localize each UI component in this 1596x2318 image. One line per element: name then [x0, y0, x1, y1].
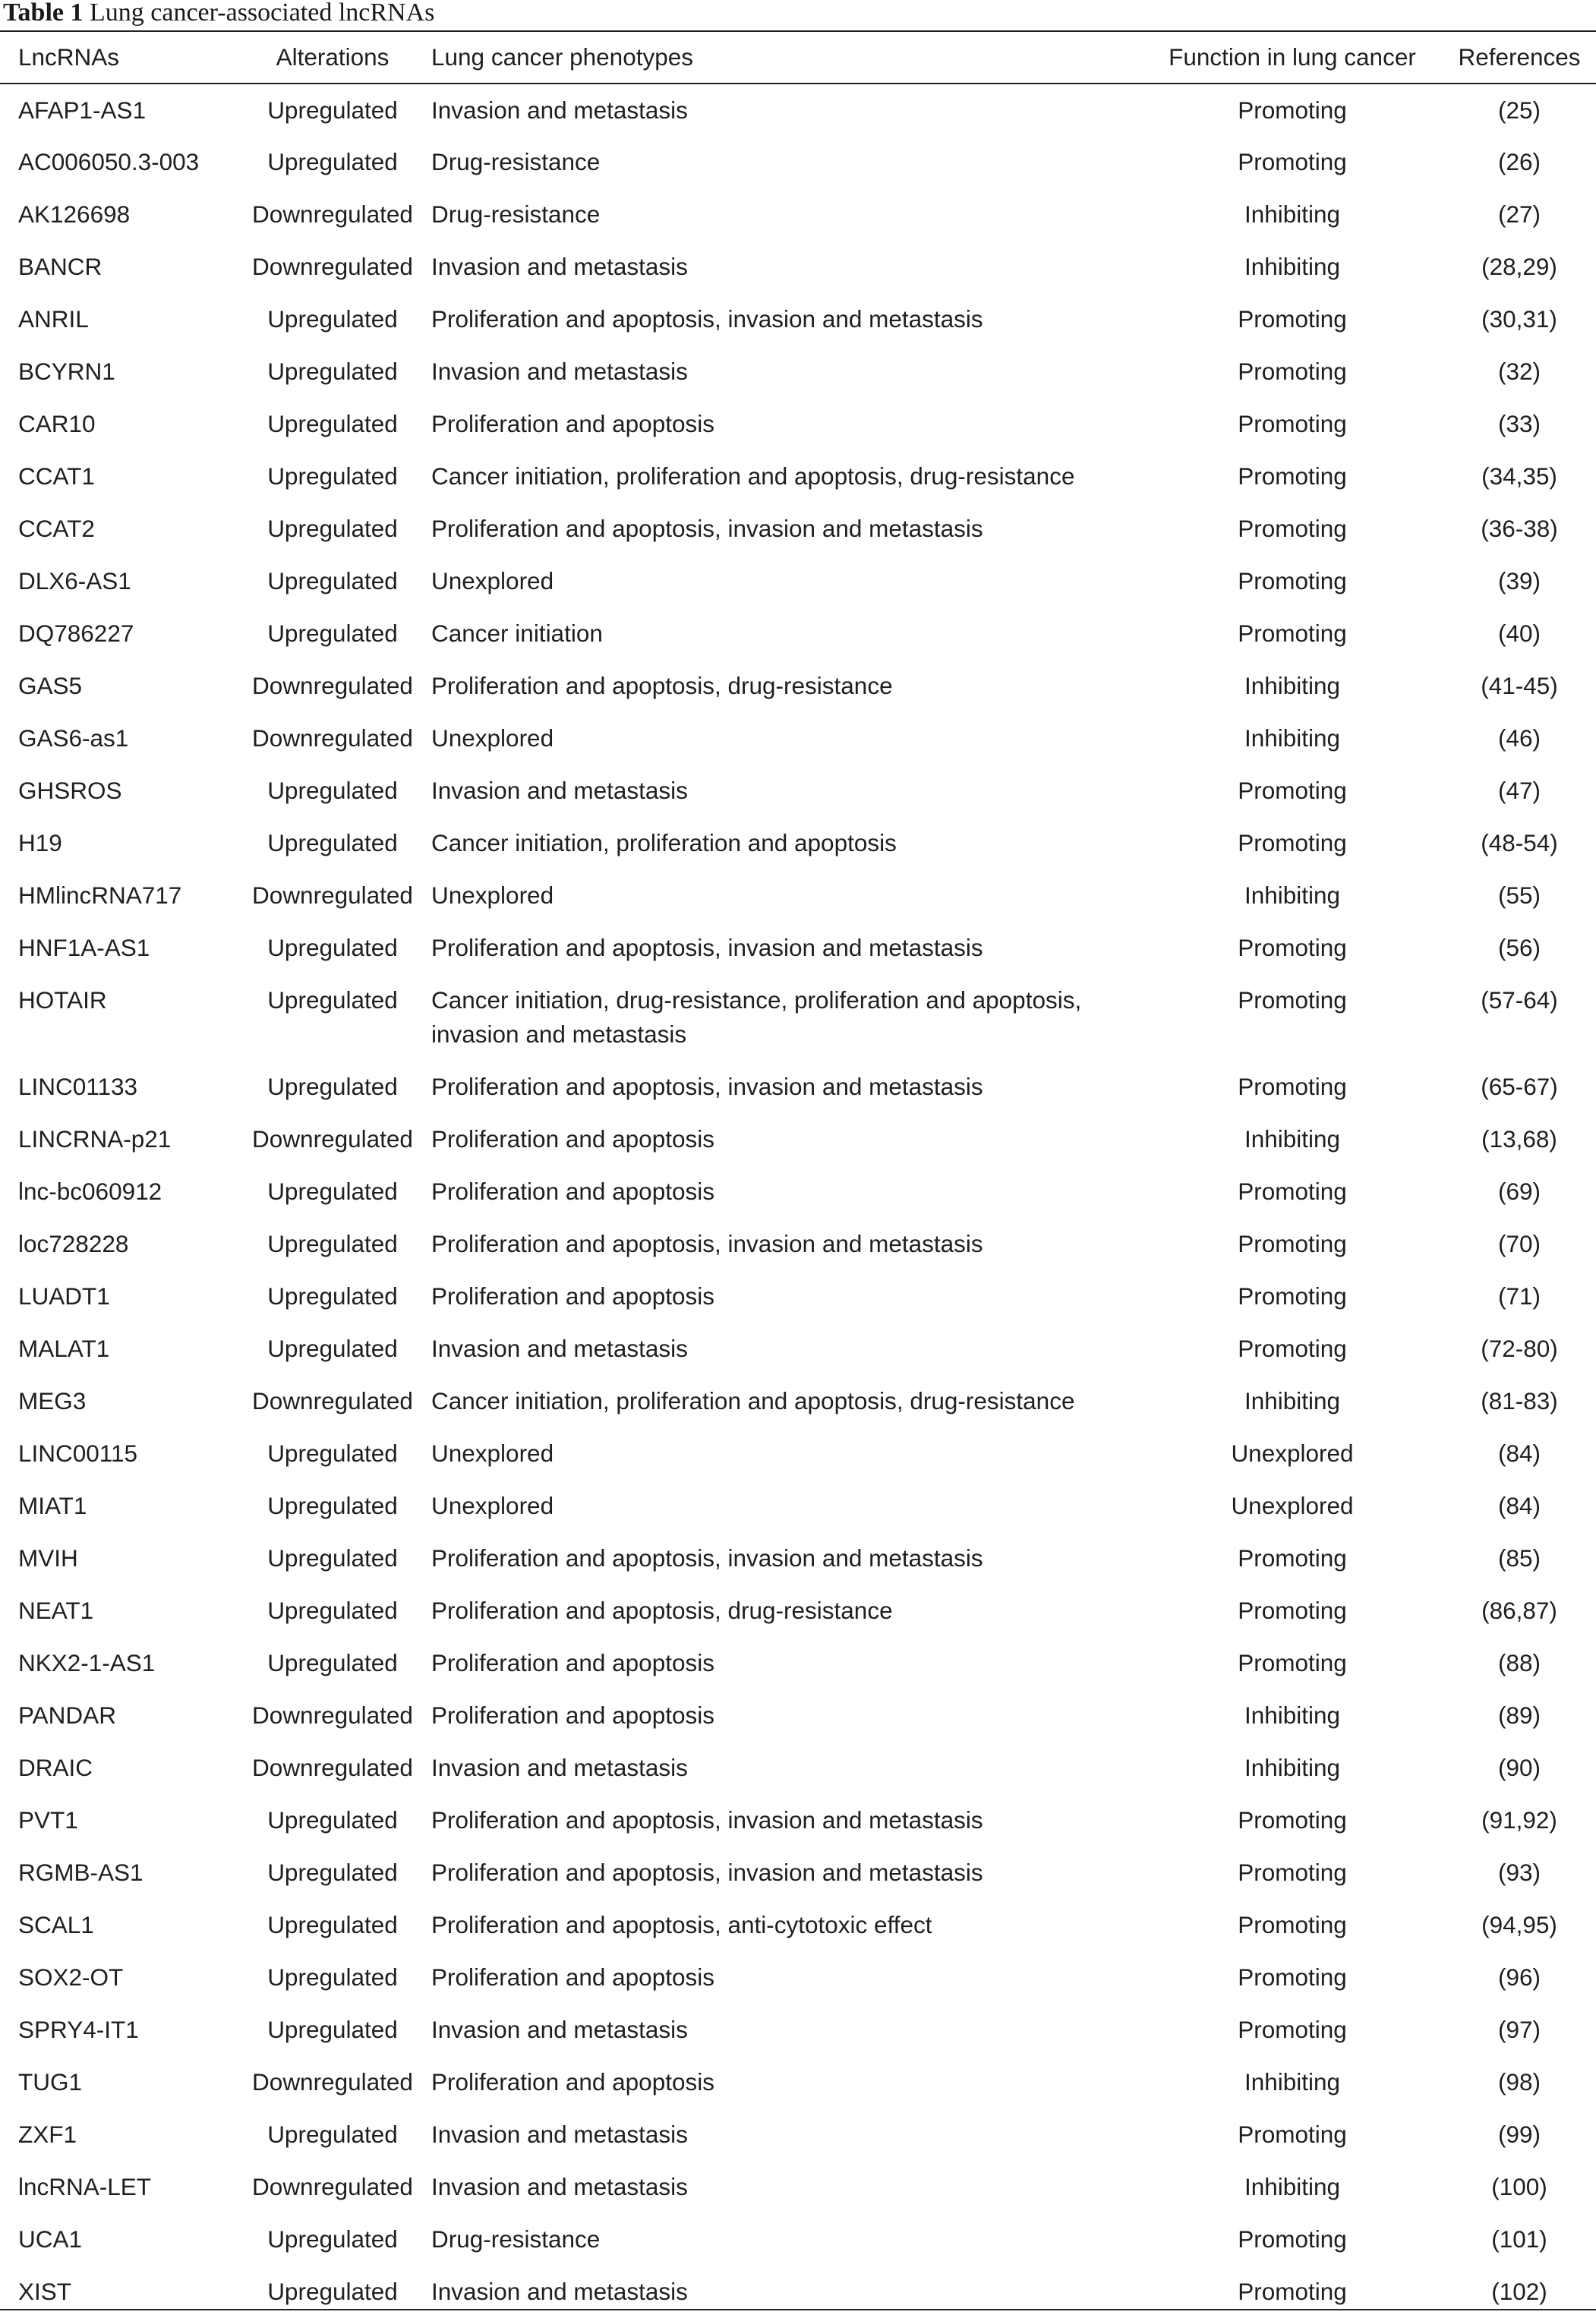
table-row — [0, 765, 1596, 817]
cell-alteration: Upregulated — [267, 1230, 398, 1257]
cell-function: Promoting — [1238, 1963, 1347, 1991]
cell-alteration: Upregulated — [267, 1440, 398, 1467]
cell-phenotype: Proliferation and apoptosis, invasion and metastasis — [431, 1806, 983, 1834]
cell-reference: (48-54) — [1481, 829, 1558, 856]
header-phenotypes: Lung cancer phenotypes — [431, 43, 694, 71]
cell-reference: (57-64) — [1481, 986, 1558, 1014]
cell-alteration: Upregulated — [267, 1282, 398, 1310]
cell-function: Promoting — [1238, 567, 1347, 594]
cell-lncrna: UCA1 — [18, 2225, 83, 2253]
cell-phenotype: Unexplored — [431, 567, 554, 594]
table-row — [0, 2004, 1596, 2056]
cell-reference: (25) — [1497, 96, 1541, 124]
cell-reference: (102) — [1491, 2278, 1547, 2305]
cell-phenotype: Invasion and metastasis — [431, 2016, 688, 2043]
table-row — [0, 1165, 1596, 1218]
cell-reference: (90) — [1497, 1754, 1541, 1781]
cell-lncrna: MEG3 — [18, 1387, 87, 1414]
table-row — [0, 1847, 1596, 1899]
cell-alteration: Upregulated — [267, 986, 398, 1014]
cell-lncrna: MIAT1 — [18, 1492, 87, 1519]
cell-function: Promoting — [1238, 1230, 1347, 1257]
cell-reference: (39) — [1497, 567, 1541, 594]
cell-lncrna: HOTAIR — [18, 986, 107, 1014]
cell-phenotype: Cancer initiation, proliferation and apoptosis, drug-resistance — [431, 462, 1075, 490]
table-row — [0, 136, 1596, 188]
cell-function: Inhibiting — [1244, 2068, 1341, 2096]
cell-reference: (97) — [1497, 2016, 1541, 2043]
cell-lncrna: LINC00115 — [18, 1440, 138, 1467]
cell-alteration: Upregulated — [267, 777, 398, 804]
cell-phenotype: Cancer initiation, proliferation and apoptosis — [431, 829, 897, 856]
cell-reference: (30,31) — [1481, 305, 1557, 333]
cell-alteration: Upregulated — [267, 1178, 398, 1205]
cell-phenotype: Proliferation and apoptosis, invasion and metastasis — [431, 1230, 983, 1257]
table-row — [0, 974, 1596, 1061]
cell-phenotype: Proliferation and apoptosis — [431, 1125, 714, 1153]
cell-phenotype: Proliferation and apoptosis, anti-cytotoxic effect — [431, 1911, 932, 1938]
cell-phenotype: Invasion and metastasis — [431, 1335, 688, 1362]
cell-function: Promoting — [1238, 934, 1347, 961]
cell-function: Promoting — [1238, 2016, 1347, 2043]
cell-alteration: Upregulated — [267, 1597, 398, 1624]
cell-reference: (26) — [1497, 148, 1541, 175]
cell-function: Inhibiting — [1244, 1701, 1341, 1729]
cell-lncrna: TUG1 — [18, 2068, 83, 2096]
cell-lncrna: HMlincRNA717 — [18, 881, 182, 909]
table-row — [0, 607, 1596, 660]
table-row — [0, 450, 1596, 503]
cell-lncrna: MALAT1 — [18, 1335, 110, 1362]
cell-phenotype: Unexplored — [431, 881, 554, 909]
cell-function: Promoting — [1238, 148, 1347, 175]
cell-phenotype: Proliferation and apoptosis — [431, 1649, 714, 1676]
cell-reference: (88) — [1497, 1649, 1541, 1676]
cell-lncrna: CCAT2 — [18, 515, 95, 542]
cell-alteration: Downregulated — [252, 1701, 413, 1729]
cell-phenotype: Proliferation and apoptosis, invasion and metastasis — [431, 1544, 983, 1572]
cell-lncrna: LINCRNA-p21 — [18, 1125, 172, 1153]
table-header-row — [0, 32, 1596, 83]
cell-reference: (81-83) — [1481, 1387, 1558, 1414]
cell-lncrna: GHSROS — [18, 777, 122, 804]
cell-alteration: Upregulated — [267, 1492, 398, 1519]
cell-function: Promoting — [1238, 515, 1347, 542]
cell-function: Inhibiting — [1244, 253, 1341, 280]
cell-alteration: Upregulated — [267, 1544, 398, 1572]
cell-alteration: Upregulated — [267, 2225, 398, 2253]
table-row — [0, 2161, 1596, 2213]
cell-reference: (41-45) — [1481, 672, 1558, 699]
cell-function: Inhibiting — [1244, 672, 1341, 699]
table-body — [0, 83, 1596, 2318]
cell-lncrna: ANRIL — [18, 305, 89, 333]
table-caption-title: Lung cancer-associated lncRNAs — [90, 0, 435, 27]
cell-phenotype: Proliferation and apoptosis, invasion and metastasis — [431, 1073, 983, 1100]
cell-alteration: Upregulated — [267, 1806, 398, 1834]
cell-function: Promoting — [1238, 1544, 1347, 1572]
cell-lncrna: SPRY4-IT1 — [18, 2016, 139, 2043]
table-header — [0, 32, 1596, 83]
cell-alteration: Downregulated — [252, 881, 413, 909]
cell-function: Unexplored — [1231, 1492, 1354, 1519]
cell-reference: (56) — [1497, 934, 1541, 961]
cell-phenotype: Proliferation and apoptosis, invasion and metastasis — [431, 305, 983, 333]
cell-alteration: Upregulated — [267, 620, 398, 647]
cell-lncrna: BANCR — [18, 253, 103, 280]
cell-function: Promoting — [1238, 2121, 1347, 2148]
cell-alteration: Upregulated — [267, 2016, 398, 2043]
cell-lncrna: loc728228 — [18, 1230, 129, 1257]
cell-alteration: Upregulated — [267, 1859, 398, 1886]
cell-reference: (46) — [1497, 724, 1541, 752]
table-row — [0, 83, 1596, 136]
cell-lncrna: lncRNA-LET — [18, 2173, 152, 2200]
cell-function: Promoting — [1238, 829, 1347, 856]
cell-alteration: Upregulated — [267, 1911, 398, 1938]
cell-phenotype: Cancer initiation, proliferation and apoptosis, drug-resistance — [431, 1387, 1075, 1414]
cell-reference: (69) — [1497, 1178, 1541, 1205]
cell-lncrna: HNF1A-AS1 — [18, 934, 150, 961]
cell-reference: (65-67) — [1481, 1073, 1558, 1100]
table-row — [0, 1375, 1596, 1427]
cell-reference: (101) — [1491, 2225, 1547, 2253]
table-row — [0, 293, 1596, 345]
header-lncrnas: LncRNAs — [18, 43, 120, 71]
header-function: Function in lung cancer — [1169, 43, 1416, 71]
table-row — [0, 1113, 1596, 1165]
cell-lncrna: NEAT1 — [18, 1597, 94, 1624]
cell-reference: (99) — [1497, 2121, 1541, 2148]
cell-alteration: Upregulated — [267, 934, 398, 961]
cell-phenotype: Proliferation and apoptosis — [431, 1282, 714, 1310]
table-row — [0, 1951, 1596, 2004]
cell-lncrna: DLX6-AS1 — [18, 567, 131, 594]
cell-lncrna: MVIH — [18, 1544, 78, 1572]
cell-reference: (34,35) — [1481, 462, 1557, 490]
table-row — [0, 712, 1596, 765]
cell-reference: (55) — [1497, 881, 1541, 909]
cell-reference: (94,95) — [1481, 1911, 1557, 1938]
cell-function: Inhibiting — [1244, 200, 1341, 228]
cell-reference: (89) — [1497, 1701, 1541, 1729]
cell-reference: (32) — [1497, 358, 1541, 385]
table-row — [0, 1585, 1596, 1637]
cell-function: Inhibiting — [1244, 1754, 1341, 1781]
cell-lncrna: CAR10 — [18, 410, 96, 437]
cell-function: Promoting — [1238, 462, 1347, 490]
cell-phenotype: Invasion and metastasis — [431, 777, 688, 804]
cell-phenotype: Proliferation and apoptosis — [431, 1701, 714, 1729]
cell-phenotype: Invasion and metastasis — [431, 2121, 688, 2148]
cell-reference: (13,68) — [1481, 1125, 1557, 1153]
cell-function: Promoting — [1238, 1282, 1347, 1310]
cell-reference: (86,87) — [1481, 1597, 1557, 1624]
table-row — [0, 2266, 1596, 2318]
table-row — [0, 1270, 1596, 1323]
cell-phenotype: Unexplored — [431, 1440, 554, 1467]
table-row — [0, 2213, 1596, 2266]
cell-phenotype: Proliferation and apoptosis, drug-resistance — [431, 672, 893, 699]
cell-function: Promoting — [1238, 1597, 1347, 1624]
cell-lncrna: CCAT1 — [18, 462, 95, 490]
table-row — [0, 869, 1596, 922]
cell-alteration: Upregulated — [267, 829, 398, 856]
cell-reference: (72-80) — [1481, 1335, 1558, 1362]
cell-alteration: Upregulated — [267, 358, 398, 385]
cell-alteration: Upregulated — [267, 2278, 398, 2305]
cell-lncrna: XIST — [18, 2278, 72, 2305]
cell-phenotype: Invasion and metastasis — [431, 2173, 688, 2200]
table-row — [0, 1742, 1596, 1794]
cell-lncrna: AFAP1-AS1 — [18, 96, 147, 124]
table-row — [0, 503, 1596, 555]
cell-phenotype: Proliferation and apoptosis, invasion and metastasis — [431, 1859, 983, 1886]
cell-phenotype: Drug-resistance — [431, 148, 601, 175]
table-row — [0, 1689, 1596, 1742]
cell-alteration: Upregulated — [267, 305, 398, 333]
cell-function: Promoting — [1238, 620, 1347, 647]
cell-phenotype: Cancer initiation — [431, 620, 603, 647]
cell-reference: (98) — [1497, 2068, 1541, 2096]
cell-alteration: Upregulated — [267, 1073, 398, 1100]
table-caption-label: Table 1 — [3, 0, 84, 27]
table-caption — [3, 0, 434, 27]
cell-reference: (91,92) — [1481, 1806, 1557, 1834]
cell-alteration: Upregulated — [267, 1963, 398, 1991]
cell-function: Unexplored — [1231, 1440, 1354, 1467]
cell-lncrna: RGMB-AS1 — [18, 1859, 144, 1886]
header-alterations: Alterations — [276, 43, 390, 71]
cell-lncrna: SCAL1 — [18, 1911, 94, 1938]
cell-function: Inhibiting — [1244, 1387, 1341, 1414]
cell-alteration: Downregulated — [252, 253, 413, 280]
cell-phenotype: Proliferation and apoptosis — [431, 1178, 714, 1205]
cell-phenotype: Invasion and metastasis — [431, 96, 688, 124]
table-row — [0, 555, 1596, 607]
table-row — [0, 2108, 1596, 2161]
cell-alteration: Upregulated — [267, 1649, 398, 1676]
table-row — [0, 1532, 1596, 1585]
table-row — [0, 1899, 1596, 1951]
cell-alteration: Upregulated — [267, 2121, 398, 2148]
cell-reference: (71) — [1497, 1282, 1541, 1310]
cell-lncrna: GAS5 — [18, 672, 83, 699]
cell-reference: (84) — [1497, 1440, 1541, 1467]
cell-function: Promoting — [1238, 358, 1347, 385]
table-row — [0, 345, 1596, 398]
table-row — [0, 1480, 1596, 1532]
cell-function: Promoting — [1238, 777, 1347, 804]
cell-alteration: Upregulated — [267, 567, 398, 594]
cell-reference: (28,29) — [1481, 253, 1557, 280]
table-row — [0, 1794, 1596, 1847]
cell-reference: (36-38) — [1481, 515, 1558, 542]
cell-phenotype: Proliferation and apoptosis, invasion and metastasis — [431, 934, 983, 961]
cell-function: Inhibiting — [1244, 1125, 1341, 1153]
cell-lncrna: DQ786227 — [18, 620, 134, 647]
cell-function: Promoting — [1238, 2278, 1347, 2305]
cell-function: Promoting — [1238, 1911, 1347, 1938]
cell-alteration: Upregulated — [267, 410, 398, 437]
cell-function: Promoting — [1238, 305, 1347, 333]
table-row — [0, 1323, 1596, 1375]
cell-function: Promoting — [1238, 1073, 1347, 1100]
cell-phenotype: Invasion and metastasis — [431, 253, 688, 280]
cell-function: Promoting — [1238, 1649, 1347, 1676]
table-row — [0, 398, 1596, 450]
cell-function: Promoting — [1238, 1859, 1347, 1886]
table-row — [0, 817, 1596, 869]
cell-lncrna: SOX2-OT — [18, 1963, 124, 1991]
cell-function: Promoting — [1238, 1178, 1347, 1205]
cell-alteration: Downregulated — [252, 2068, 413, 2096]
cell-alteration: Upregulated — [267, 462, 398, 490]
cell-alteration: Downregulated — [252, 1754, 413, 1781]
cell-alteration: Downregulated — [252, 200, 413, 228]
table-row — [0, 188, 1596, 241]
cell-reference: (93) — [1497, 1859, 1541, 1886]
cell-reference: (33) — [1497, 410, 1541, 437]
cell-function: Promoting — [1238, 1806, 1347, 1834]
cell-function: Inhibiting — [1244, 2173, 1341, 2200]
table-row — [0, 1218, 1596, 1270]
cell-lncrna: ZXF1 — [18, 2121, 77, 2148]
cell-lncrna: PVT1 — [18, 1806, 78, 1834]
cell-lncrna: lnc-bc060912 — [18, 1178, 162, 1205]
cell-lncrna: LUADT1 — [18, 1282, 110, 1310]
cell-lncrna: PANDAR — [18, 1701, 116, 1729]
cell-phenotype: Proliferation and apoptosis, drug-resistance — [431, 1597, 893, 1624]
cell-lncrna: H19 — [18, 829, 62, 856]
cell-lncrna: BCYRN1 — [18, 358, 115, 385]
table-row — [0, 1637, 1596, 1689]
table-row — [0, 1061, 1596, 1113]
table-row — [0, 2056, 1596, 2108]
cell-phenotype: Unexplored — [431, 1492, 554, 1519]
cell-function: Promoting — [1238, 2225, 1347, 2253]
cell-alteration: Downregulated — [252, 2173, 413, 2200]
header-references: References — [1458, 43, 1581, 71]
cell-reference: (85) — [1497, 1544, 1541, 1572]
cell-alteration: Upregulated — [267, 515, 398, 542]
cell-function: Promoting — [1238, 96, 1347, 124]
cell-phenotype: Unexplored — [431, 724, 554, 752]
cell-function: Promoting — [1238, 410, 1347, 437]
table-row — [0, 1427, 1596, 1480]
cell-phenotype: Proliferation and apoptosis, invasion and metastasis — [431, 515, 983, 542]
cell-phenotype: Proliferation and apoptosis — [431, 1963, 714, 1991]
cell-lncrna: AC006050.3-003 — [18, 148, 200, 175]
cell-reference: (40) — [1497, 620, 1541, 647]
cell-phenotype: Invasion and metastasis — [431, 2278, 688, 2305]
table-row — [0, 660, 1596, 712]
cell-function: Promoting — [1238, 1335, 1347, 1362]
table-row — [0, 241, 1596, 293]
table-row — [0, 922, 1596, 974]
cell-lncrna: NKX2-1-AS1 — [18, 1649, 156, 1676]
cell-lncrna: AK126698 — [18, 200, 131, 228]
cell-lncrna: GAS6-as1 — [18, 724, 129, 752]
cell-reference: (100) — [1491, 2173, 1547, 2200]
cell-function: Inhibiting — [1244, 724, 1341, 752]
cell-alteration: Downregulated — [252, 724, 413, 752]
cell-phenotype: Proliferation and apoptosis — [431, 410, 714, 437]
cell-phenotype: Proliferation and apoptosis — [431, 2068, 714, 2096]
cell-alteration: Downregulated — [252, 1125, 413, 1153]
cell-lncrna: LINC01133 — [18, 1073, 138, 1100]
cell-lncrna: DRAIC — [18, 1754, 93, 1781]
cell-reference: (27) — [1497, 200, 1541, 228]
cell-reference: (96) — [1497, 1963, 1541, 1991]
cell-phenotype: Cancer initiation, drug-resistance, proliferation and apoptosis, invasion and metastasis — [431, 986, 1082, 1048]
cell-alteration: Upregulated — [267, 96, 398, 124]
cell-alteration: Upregulated — [267, 1335, 398, 1362]
cell-reference: (47) — [1497, 777, 1541, 804]
cell-reference: (84) — [1497, 1492, 1541, 1519]
lncrna-table — [0, 32, 1596, 2318]
cell-alteration: Upregulated — [267, 148, 398, 175]
cell-function: Promoting — [1238, 986, 1347, 1014]
cell-phenotype: Invasion and metastasis — [431, 1754, 688, 1781]
cell-reference: (70) — [1497, 1230, 1541, 1257]
cell-phenotype: Drug-resistance — [431, 2225, 601, 2253]
cell-phenotype: Drug-resistance — [431, 200, 601, 228]
cell-alteration: Downregulated — [252, 1387, 413, 1414]
cell-phenotype: Invasion and metastasis — [431, 358, 688, 385]
cell-alteration: Downregulated — [252, 672, 413, 699]
cell-function: Inhibiting — [1244, 881, 1341, 909]
